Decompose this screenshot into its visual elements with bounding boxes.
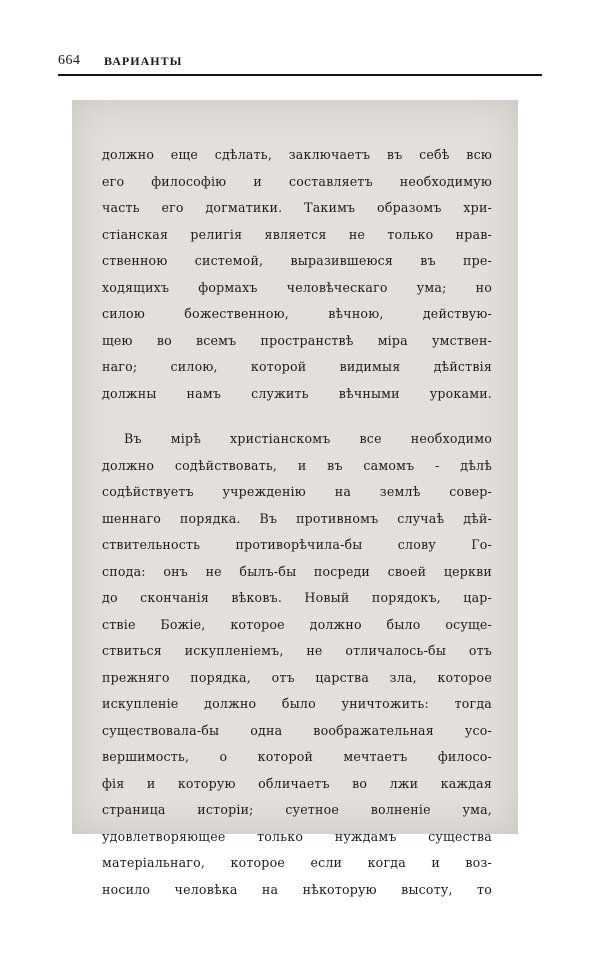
text-line: носило человѣка на нѣкоторую высоту, то <box>102 881 492 897</box>
text-line: содѣйствуетъ учрежденію на землѣ совер- <box>102 484 492 499</box>
text-line: матеріальнаго, которое если когда и воз- <box>102 855 492 870</box>
text-line: должны намъ служить вѣчными уроками. <box>102 385 492 401</box>
text-line: страница исторіи; суетное волненіе ума, <box>102 802 492 817</box>
text-line: вершимость, о которой мечтаетъ филосо- <box>102 749 492 764</box>
text-line: фія и которую обличаетъ во лжи каждая <box>102 775 492 791</box>
text-paragraph <box>102 142 492 407</box>
page-header <box>58 52 542 76</box>
text-line: ходящихъ формахъ человѣческаго ума; но <box>102 279 492 295</box>
text-line: его философію и составляетъ необходимую <box>102 173 492 189</box>
text-line: щею во всемъ пространствѣ міра умствен- <box>102 332 492 348</box>
text-paragraph <box>102 426 492 903</box>
text-line: силою божественною, вѣчною, действую- <box>102 306 492 321</box>
text-line: шеннаго порядка. Въ противномъ случаѣ дѣй- <box>102 510 492 526</box>
text-line: ствительность противорѣчила-бы слову Го- <box>102 537 492 552</box>
page-number: 664 <box>58 53 81 68</box>
running-head: ВАРИАНТЫ <box>104 54 183 68</box>
text-line: должно еще сдѣлать, заключаетъ въ себѣ всю <box>102 147 492 162</box>
text-line: искупленіе должно было уничтожить: тогда <box>102 696 492 711</box>
text-line: наго; силою, которой видимыя дѣйствія <box>102 359 492 374</box>
text-line: часть его догматики. Такимъ образомъ хри- <box>102 200 492 215</box>
text-line: Въ мірѣ христіанскомъ все необходимо <box>124 431 492 446</box>
scanned-page-image <box>72 100 518 897</box>
scanned-text-body <box>102 142 492 903</box>
text-line: ственною системой, выразившеюся въ пре- <box>102 253 492 268</box>
text-line: прежняго порядка, отъ царства зла, которое <box>102 669 492 685</box>
text-line: спода: онъ не былъ-бы посреди своей церкви <box>102 563 492 579</box>
text-line: удовлетворяющее только нуждамъ существа <box>102 828 492 844</box>
text-line: стіанская религія является не только нрав- <box>102 226 492 242</box>
text-line: существовала-бы одна воображательная усо- <box>102 722 492 738</box>
text-line: до скончанія вѣковъ. Новый порядокъ, цар- <box>102 590 492 605</box>
text-line: должно содѣйствовать, и въ самомъ - дѣлѣ <box>102 457 492 473</box>
text-line: ствиться искупленіемъ, не отличалось-бы отъ <box>102 643 492 658</box>
text-line: ствіе Божіе, которое должно было осуще- <box>102 616 492 632</box>
